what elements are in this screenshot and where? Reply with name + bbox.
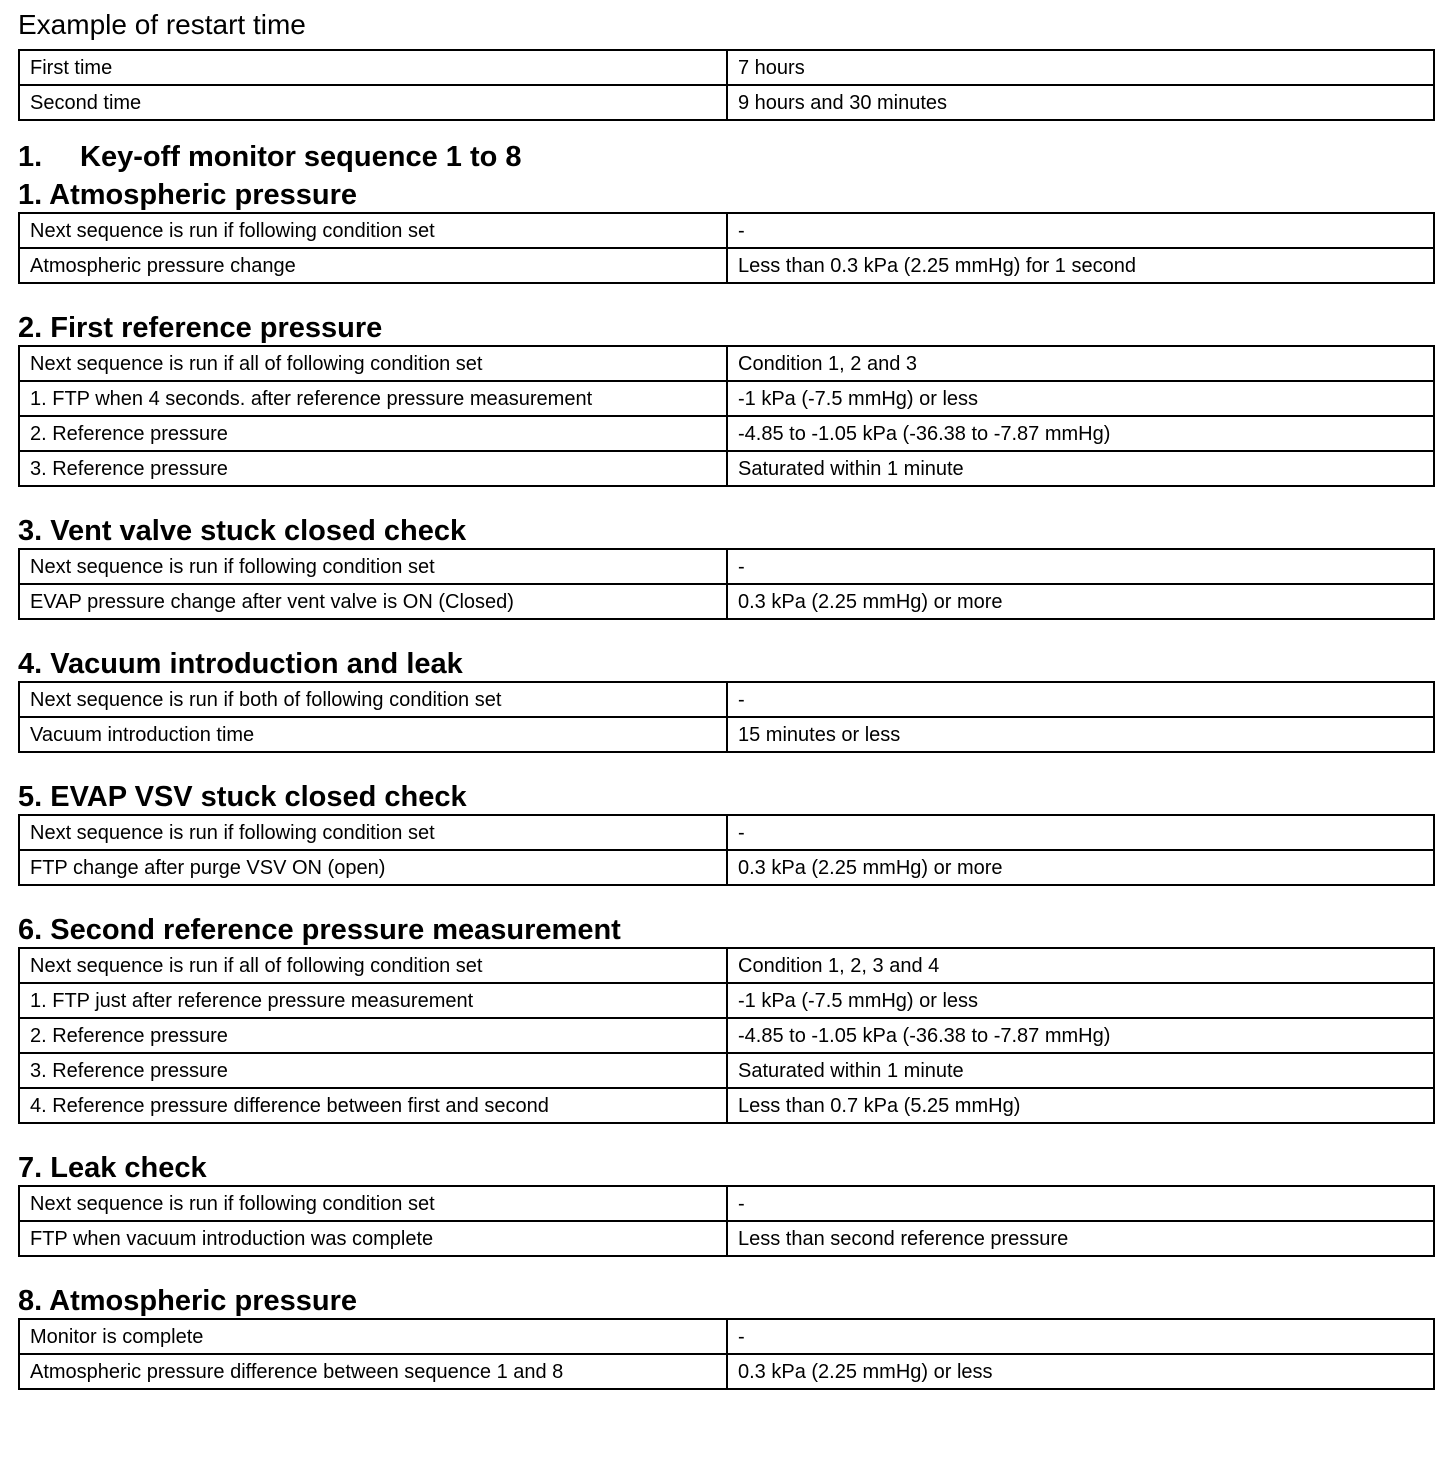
condition-table (18, 548, 1435, 620)
table-row (19, 346, 1434, 381)
value-cell: 7 hours (727, 50, 1434, 85)
value-cell: Saturated within 1 minute (727, 451, 1434, 486)
section-title: 6. Second reference pressure measurement (18, 914, 621, 946)
value-cell: Saturated within 1 minute (727, 1053, 1434, 1088)
condition-table (18, 814, 1435, 886)
condition-table-body (19, 346, 1434, 486)
restart-time-table (18, 49, 1435, 121)
condition-table-body (19, 948, 1434, 1123)
restart-time-table-body (19, 50, 1434, 120)
section-title: 8. Atmospheric pressure (18, 1285, 357, 1317)
table-row (19, 983, 1434, 1018)
table-row (19, 1018, 1434, 1053)
table-row (19, 948, 1434, 983)
value-cell: 0.3 kPa (2.25 mmHg) or more (727, 850, 1434, 885)
sequence-section (18, 1148, 1435, 1257)
table-row (19, 381, 1434, 416)
condition-cell: Next sequence is run if all of following condition set (19, 346, 727, 381)
table-row (19, 717, 1434, 752)
table-row (19, 1053, 1434, 1088)
condition-cell: Next sequence is run if following condition set (19, 1186, 727, 1221)
section-title: 5. EVAP VSV stuck closed check (18, 781, 467, 813)
table-row (19, 451, 1434, 486)
value-cell: -4.85 to -1.05 kPa (-36.38 to -7.87 mmHg) (727, 416, 1434, 451)
table-row (19, 682, 1434, 717)
condition-table-body (19, 682, 1434, 752)
value-cell: - (727, 213, 1434, 248)
sequence-section (18, 644, 1435, 753)
condition-cell: EVAP pressure change after vent valve is ON (Closed) (19, 584, 727, 619)
value-cell: Condition 1, 2 and 3 (727, 346, 1434, 381)
condition-table (18, 345, 1435, 487)
table-row (19, 50, 1434, 85)
condition-cell: Next sequence is run if following condition set (19, 815, 727, 850)
condition-cell: Monitor is complete (19, 1319, 727, 1354)
value-cell: - (727, 815, 1434, 850)
main-heading-text: Key-off monitor sequence 1 to 8 (80, 141, 522, 173)
condition-table (18, 1318, 1435, 1390)
table-row (19, 584, 1434, 619)
condition-cell: FTP when vacuum introduction was complete (19, 1221, 727, 1256)
restart-time-title: Example of restart time (18, 9, 306, 40)
condition-cell: 2. Reference pressure (19, 1018, 727, 1053)
section-title: 1. Atmospheric pressure (18, 179, 357, 211)
condition-cell: 2. Reference pressure (19, 416, 727, 451)
condition-cell: First time (19, 50, 727, 85)
value-cell: - (727, 682, 1434, 717)
sequence-section (18, 175, 1435, 284)
condition-table-body (19, 1186, 1434, 1256)
document (18, 0, 1435, 1390)
condition-cell: 1. FTP when 4 seconds. after reference pressure measurement (19, 381, 727, 416)
value-cell: -1 kPa (-7.5 mmHg) or less (727, 983, 1434, 1018)
sequence-section (18, 910, 1435, 1124)
condition-table (18, 1185, 1435, 1257)
condition-cell: 4. Reference pressure difference between first and second (19, 1088, 727, 1123)
section-title: 2. First reference pressure (18, 312, 383, 344)
value-cell: - (727, 1186, 1434, 1221)
condition-cell: Next sequence is run if following condition set (19, 213, 727, 248)
condition-cell: Next sequence is run if both of following condition set (19, 682, 727, 717)
value-cell: 9 hours and 30 minutes (727, 85, 1434, 120)
table-row (19, 1319, 1434, 1354)
table-row (19, 1221, 1434, 1256)
section-title: 7. Leak check (18, 1152, 207, 1184)
table-row (19, 85, 1434, 120)
condition-cell: Atmospheric pressure change (19, 248, 727, 283)
section-title: 3. Vent valve stuck closed check (18, 515, 467, 547)
sequence-section (18, 777, 1435, 886)
value-cell: 15 minutes or less (727, 717, 1434, 752)
condition-cell: 1. FTP just after reference pressure measurement (19, 983, 727, 1018)
condition-table-body (19, 213, 1434, 283)
condition-cell: Atmospheric pressure difference between sequence 1 and 8 (19, 1354, 727, 1389)
condition-table (18, 212, 1435, 284)
value-cell: Less than second reference pressure (727, 1221, 1434, 1256)
condition-cell: FTP change after purge VSV ON (open) (19, 850, 727, 885)
section-title: 4. Vacuum introduction and leak (18, 648, 463, 680)
value-cell: Less than 0.7 kPa (5.25 mmHg) (727, 1088, 1434, 1123)
condition-table (18, 947, 1435, 1124)
table-row (19, 850, 1434, 885)
condition-table (18, 681, 1435, 753)
table-row (19, 416, 1434, 451)
table-row (19, 815, 1434, 850)
condition-cell: Vacuum introduction time (19, 717, 727, 752)
sequence-section (18, 308, 1435, 487)
table-row (19, 1186, 1434, 1221)
value-cell: - (727, 549, 1434, 584)
sequence-section (18, 1281, 1435, 1390)
value-cell: 0.3 kPa (2.25 mmHg) or more (727, 584, 1434, 619)
table-row (19, 549, 1434, 584)
table-row (19, 1088, 1434, 1123)
value-cell: Less than 0.3 kPa (2.25 mmHg) for 1 second (727, 248, 1434, 283)
main-heading (18, 139, 1435, 175)
sequence-sections (18, 175, 1435, 1390)
condition-cell: Next sequence is run if following condition set (19, 549, 727, 584)
condition-cell: Second time (19, 85, 727, 120)
value-cell: -4.85 to -1.05 kPa (-36.38 to -7.87 mmHg) (727, 1018, 1434, 1053)
condition-table-body (19, 549, 1434, 619)
table-row (19, 213, 1434, 248)
table-row (19, 248, 1434, 283)
table-row (19, 1354, 1434, 1389)
condition-table-body (19, 815, 1434, 885)
condition-table-body (19, 1319, 1434, 1389)
condition-cell: 3. Reference pressure (19, 451, 727, 486)
value-cell: - (727, 1319, 1434, 1354)
condition-cell: Next sequence is run if all of following condition set (19, 948, 727, 983)
main-heading-number: 1. (18, 141, 43, 173)
value-cell: 0.3 kPa (2.25 mmHg) or less (727, 1354, 1434, 1389)
condition-cell: 3. Reference pressure (19, 1053, 727, 1088)
value-cell: -1 kPa (-7.5 mmHg) or less (727, 381, 1434, 416)
sequence-section (18, 511, 1435, 620)
value-cell: Condition 1, 2, 3 and 4 (727, 948, 1434, 983)
